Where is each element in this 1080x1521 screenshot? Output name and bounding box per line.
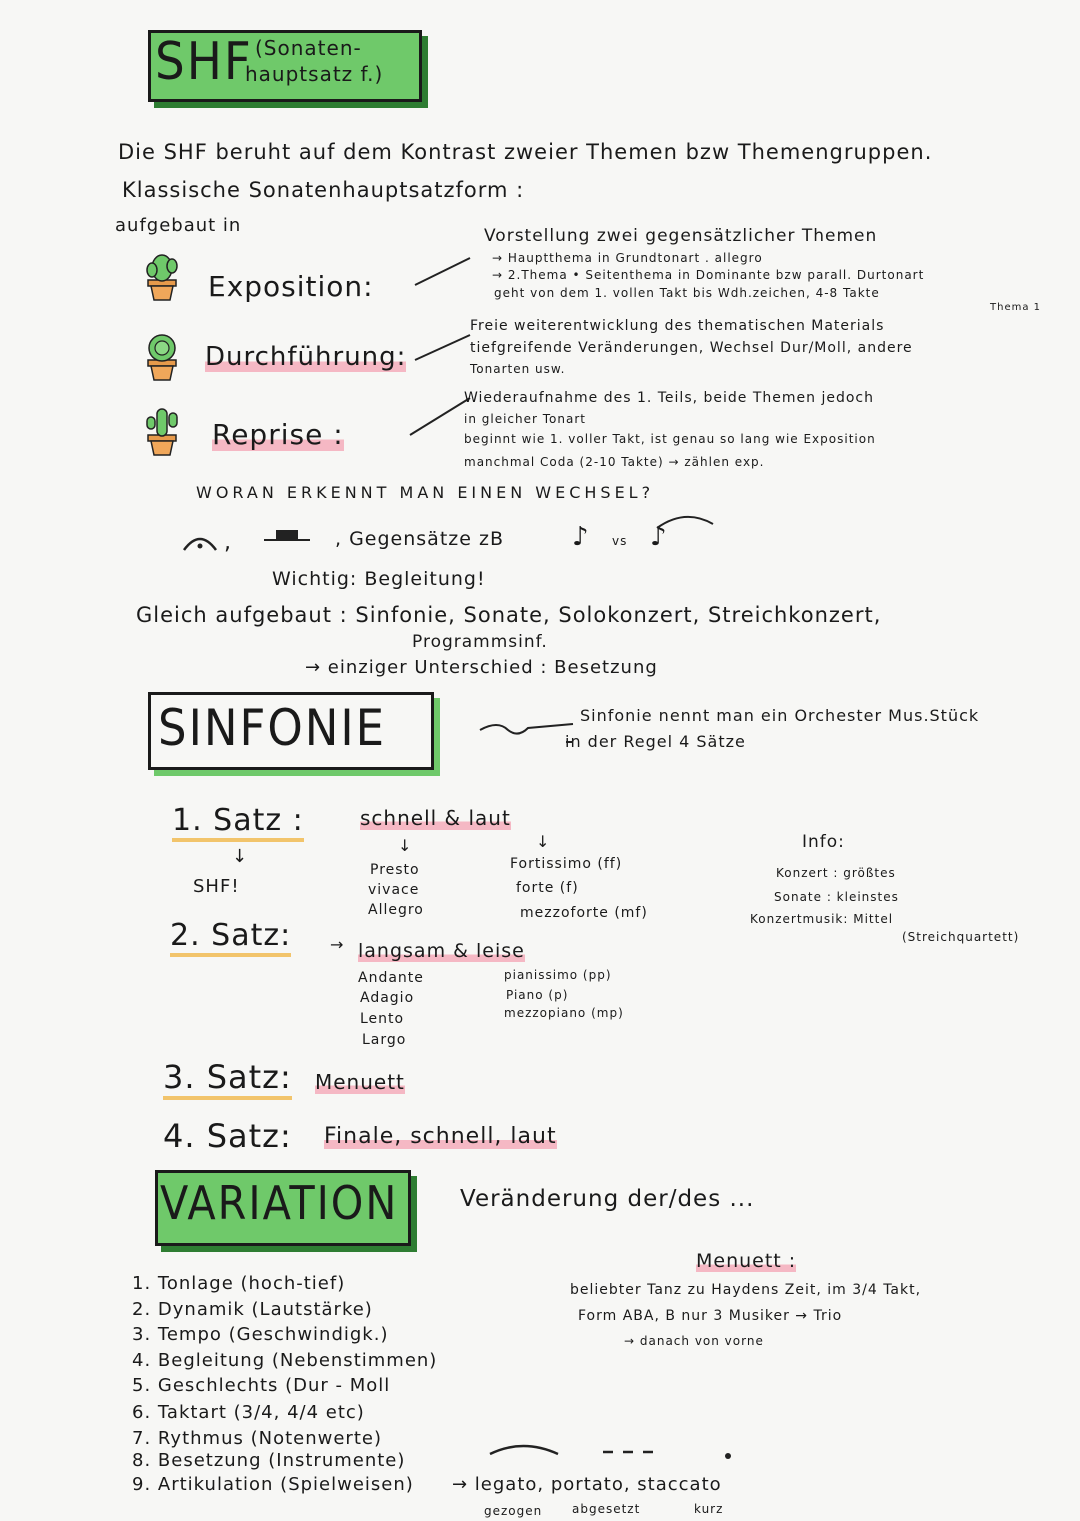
variation-item-4: 4. Begleitung (Nebenstimmen): [132, 1350, 438, 1371]
reprise-label: Reprise :: [212, 418, 344, 451]
cactus-arms-icon: [140, 405, 184, 457]
durchfuehrung-desc-1: Freie weiterentwicklung des thematischen Materials: [470, 318, 885, 334]
title-sub-1: (Sonaten-: [255, 36, 362, 60]
articulation-text: → legato, portato, staccato: [452, 1474, 722, 1495]
reprise-desc-2: in gleicher Tonart: [464, 412, 586, 426]
down-arrow-3: ↓: [536, 832, 551, 851]
variation-item-8: 8. Besetzung (Instrumente): [132, 1450, 406, 1471]
satz2-label: 2. Satz:: [170, 918, 291, 957]
dyn-loud-2: forte (f): [516, 880, 579, 896]
satz1-desc: schnell & laut: [360, 806, 511, 830]
succulent-icon: [140, 330, 184, 382]
exposition-desc-3: → 2.Thema • Seitenthema in Dominante bzw parall. Durtonart: [492, 268, 925, 282]
info-line-2: Sonate : kleinstes: [774, 890, 899, 904]
variation-item-3: 3. Tempo (Geschwindigk.): [132, 1324, 389, 1345]
sinfonie-desc-2: in der Regel 4 Sätze: [565, 732, 746, 751]
menuett-title: Menuett :: [696, 1250, 797, 1272]
page-title: SHF: [155, 32, 253, 92]
sinfonie-title: SINFONIE: [158, 699, 387, 757]
reprise-desc-1: Wiederaufnahme des 1. Teils, beide Themen jedoch: [464, 390, 874, 406]
variation-item-7: 7. Rythmus (Notenwerte): [132, 1428, 382, 1449]
info-line-4: (Streichquartett): [902, 930, 1020, 944]
comma-1: ,: [224, 530, 232, 555]
menuett-line-1: beliebter Tanz zu Haydens Zeit, im 3/4 Takt,: [570, 1282, 922, 1298]
exposition-desc-5: Thema 1: [990, 302, 1042, 313]
tempo-slow-4: Largo: [362, 1032, 407, 1048]
variation-item-5: 5. Geschlechts (Dur - Moll: [132, 1375, 391, 1396]
rest-icon: [262, 528, 312, 544]
satz2-desc: langsam & leise: [358, 940, 525, 962]
tempo-fast-2: vivace: [368, 882, 420, 898]
articulation-sub-3: kurz: [694, 1502, 724, 1516]
down-arrow-1: ↓: [232, 846, 249, 867]
intro-line-2: Klassische Sonatenhauptsatzform :: [122, 178, 525, 202]
info-title: Info:: [802, 832, 845, 852]
info-line-1: Konzert : größtes: [776, 866, 896, 880]
variation-item-6: 6. Taktart (3/4, 4/4 etc): [132, 1402, 365, 1423]
slur-icon: [655, 512, 715, 532]
articulation-sub-2: abgesetzt: [572, 1502, 641, 1516]
satz3-desc: Menuett: [315, 1070, 405, 1094]
info-line-3: Konzertmusik: Mittel: [750, 912, 894, 926]
satz4-label: 4. Satz:: [163, 1117, 292, 1155]
arrow-satz2: →: [330, 935, 345, 954]
tempo-fast-3: Allegro: [368, 902, 424, 918]
articulation-sub-1: gezogen: [484, 1504, 543, 1518]
signs-text: , Gegensätze zB: [335, 528, 504, 550]
variation-item-9: 9. Artikulation (Spielweisen): [132, 1474, 414, 1495]
dyn-soft-2: Piano (p): [506, 988, 569, 1002]
important-note: Wichtig: Begleitung!: [272, 568, 486, 590]
durchfuehrung-desc-3: Tonarten usw.: [470, 362, 566, 376]
durchfuehrung-label: Durchführung:: [205, 342, 407, 372]
exposition-label: Exposition:: [208, 270, 374, 303]
down-arrow-2: ↓: [398, 836, 413, 855]
dyn-soft-1: pianissimo (pp): [504, 968, 612, 982]
variation-item-2: 2. Dynamik (Lautstärke): [132, 1299, 373, 1320]
eighth-note-icon: ♪: [572, 522, 590, 552]
title-sub-2: hauptsatz f.): [245, 62, 384, 86]
same-built-2: Programmsinf.: [412, 632, 548, 652]
exposition-desc-2: → Hauptthema in Grundtonart . allegro: [492, 251, 763, 265]
variation-title: VARIATION: [160, 1176, 399, 1230]
tempo-slow-1: Andante: [358, 970, 424, 986]
cactus-icon: [140, 250, 184, 302]
intro-line-3: aufgebaut in: [115, 215, 242, 236]
sinfonie-desc-1: Sinfonie nennt man ein Orchester Mus.Stück: [580, 706, 980, 725]
dyn-soft-3: mezzopiano (mp): [504, 1006, 624, 1020]
satz4-desc: Finale, schnell, laut: [324, 1124, 557, 1149]
articulation-marks-icon: [488, 1440, 748, 1470]
note-slur-icon: ♪: [650, 522, 668, 552]
fermata-icon: [180, 528, 220, 556]
arrow-icon: [478, 716, 578, 746]
vs-text: vs: [612, 534, 628, 548]
reprise-desc-3: beginnt wie 1. voller Takt, ist genau so lang wie Exposition: [464, 432, 876, 446]
exposition-desc-4: geht von dem 1. vollen Takt bis Wdh.zeichen, 4-8 Takte: [494, 286, 880, 300]
dyn-loud-1: Fortissimo (ff): [510, 856, 623, 872]
variation-desc: Veränderung der/des ...: [460, 1186, 755, 1212]
durchfuehrung-desc-2: tiefgreifende Veränderungen, Wechsel Dur/Moll, andere: [470, 340, 913, 356]
tempo-fast-1: Presto: [370, 862, 420, 878]
tempo-slow-2: Adagio: [360, 990, 415, 1006]
satz3-label: 3. Satz:: [163, 1058, 292, 1100]
dyn-loud-3: mezzoforte (mf): [520, 905, 648, 921]
same-built: Gleich aufgebaut : Sinfonie, Sonate, Solokonzert, Streichkonzert,: [136, 603, 882, 627]
difference: → einziger Unterschied : Besetzung: [305, 657, 658, 678]
intro-line-1: Die SHF beruht auf dem Kontrast zweier Themen bzw Themengruppen.: [118, 140, 933, 164]
wechsel-question: WORAN ERKENNT MAN EINEN WECHSEL?: [196, 483, 655, 502]
menuett-line-3: → danach von vorne: [624, 1334, 764, 1348]
tempo-slow-3: Lento: [360, 1011, 405, 1027]
menuett-line-2: Form ABA, B nur 3 Musiker → Trio: [578, 1308, 843, 1324]
variation-item-1: 1. Tonlage (hoch-tief): [132, 1273, 346, 1294]
satz1-shf: SHF!: [193, 876, 240, 897]
satz1-label: 1. Satz :: [172, 803, 304, 842]
reprise-desc-4: manchmal Coda (2-10 Takte) → zählen exp.: [464, 455, 765, 469]
exposition-desc-1: Vorstellung zwei gegensätzlicher Themen: [484, 226, 878, 246]
